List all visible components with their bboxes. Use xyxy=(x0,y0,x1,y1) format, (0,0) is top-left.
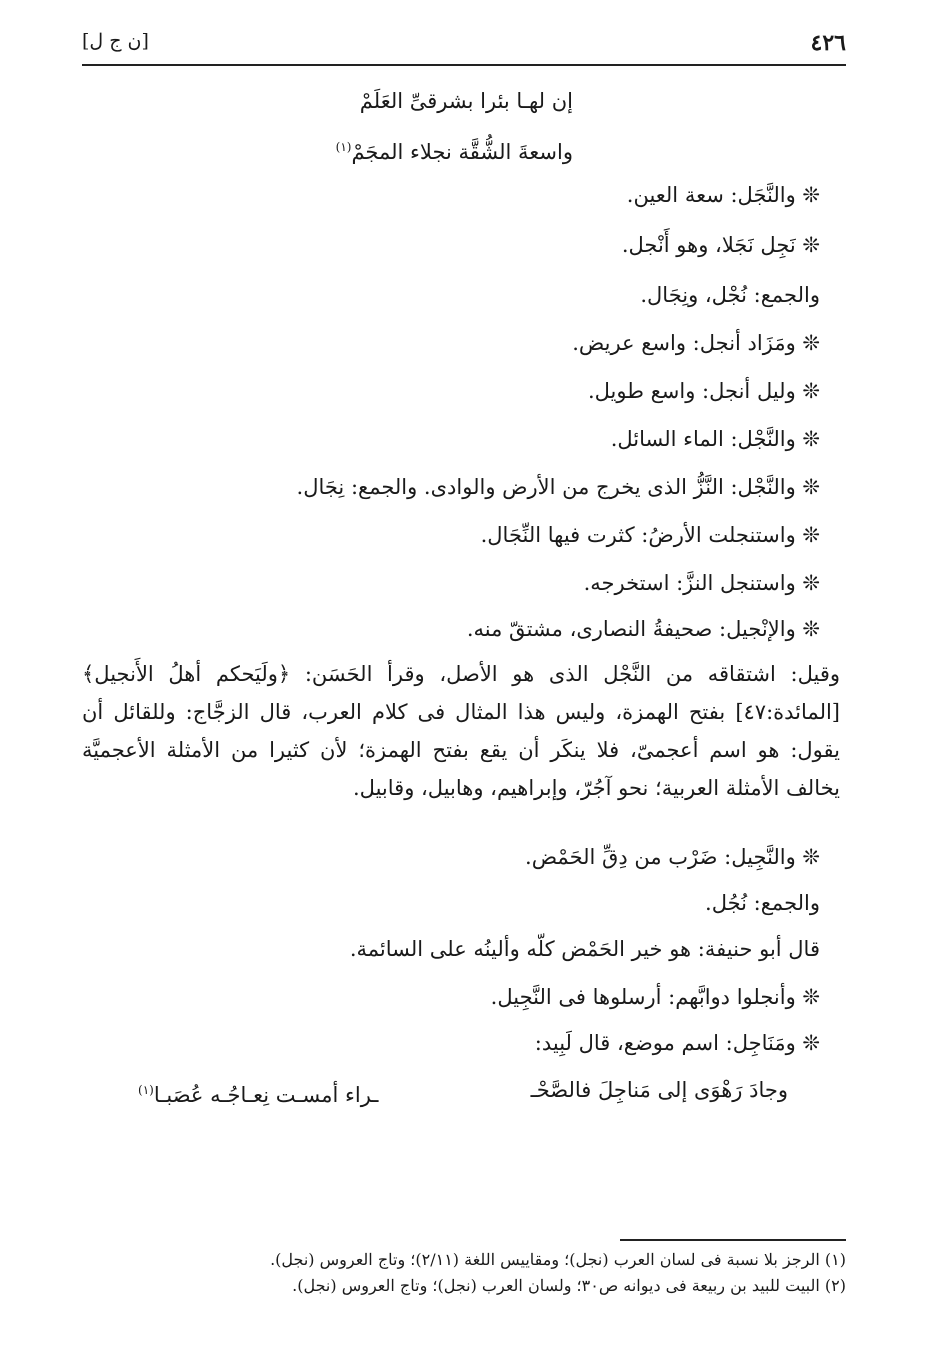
paragraph-line: يخالف الأمثلة العربية؛ نحو آجُرّ، وإبراهيم، وهابيل، وقابيل. xyxy=(353,776,840,800)
entry-line: ❊ واستنجل النزَّ: استخرجه. xyxy=(583,571,820,595)
paragraph-line: [المائدة:٤٧] بفتح الهمزة، وليس هذا المثال فى كلام العرب، قال الزجَّاج: وللقائل أن xyxy=(82,700,840,724)
entry-line: ❊ والنَّجِيل: ضَرْب من دِقِّ الحَمْض. xyxy=(525,845,820,869)
paragraph-line: يقول: هو اسم أعجمىّ، فلا ينكَر أن يقع بفتح الهمزة؛ لأن كثيرا من الأمثلة الأعجميَّة xyxy=(82,738,840,762)
entry-line: ❊ والنَّجْل: الماء السائل. xyxy=(610,427,820,451)
page-header xyxy=(82,26,846,62)
entry-line: والجمع: نُجْل، ونِجَال. xyxy=(640,283,820,307)
paragraph-line: وقيل: اشتقاقه من النَّجْل الذى هو الأصل، وقرأ الحَسَن: ﴿ولَيَحكم أهلُ الأَنجيل﴾ xyxy=(82,662,840,686)
footnote-ref-2: (١) xyxy=(138,1083,154,1097)
footnote-ref-1: (١) xyxy=(335,140,352,154)
entry-line: ❊ ومَزَاد أنجل: واسع عريض. xyxy=(572,331,820,355)
entry-line: ❊ واستنجلت الأرضُ: كثرت فيها النِّجَال. xyxy=(480,523,820,547)
poem-line-2-text: واسعةَ الشُّقَّة نجلاء المجَمْ xyxy=(351,140,573,164)
poem-line-1: إن لهـا بئرا بشرقىِّ العَلَمْ xyxy=(359,89,573,113)
entry-line: ❊ ومَنَاجِل: اسم موضع، قال لَبِيد: xyxy=(534,1031,820,1055)
entry-line: ❊ وأنجلوا دوابَّهم: أرسلوها فى النَّجِيل. xyxy=(490,985,820,1009)
verse-first-hemistich: وجادَ رَهْوَى إلى مَناجِلَ فالصَّحْـ xyxy=(530,1078,788,1102)
entry-line: قال أبو حنيفة: هو خير الحَمْض كلّه وألينُه على السائمة. xyxy=(349,937,820,961)
body-paragraph xyxy=(82,655,840,807)
page-number: ٤٢٦ xyxy=(810,30,846,56)
poem-line-2 xyxy=(336,132,573,167)
entry-line: والجمع: نُجُل. xyxy=(705,891,820,915)
entry-line: ❊ والإنْجيل: صحيفةُ النصارى، مشتقّ منه. xyxy=(466,617,820,641)
entry-line: ❊ وليل أنجل: واسع طويل. xyxy=(587,379,820,403)
entry-line: ❊ والنَّجْل: النَّزُّ الذى يخرج من الأرض والوادى. والجمع: نِجَال. xyxy=(296,475,820,499)
root-label: [ن ج ل] xyxy=(82,30,149,52)
entry-line: ❊ نَجِل نَجَلا، وهو أَنْجل. xyxy=(621,233,820,257)
verse-second-hemistich xyxy=(138,1075,378,1110)
verse-second-text: ـراء أمسـت نِعـاجُـه عُصَبـا xyxy=(153,1083,379,1107)
footnote-rule xyxy=(620,1239,846,1241)
footnote-2: (٢) البيت للبيد بن ربيعة فى ديوانه ص٣٠؛ ولسان العرب (نجل)؛ وتاج العروس (نجل). xyxy=(292,1276,846,1295)
footnote-1: (١) الرجز بلا نسبة فى لسان العرب (نجل)؛ ومقاييس اللغة (٢/١١)؛ وتاج العروس (نجل). xyxy=(270,1250,846,1269)
header-rule xyxy=(82,64,846,66)
entry-line: ❊ والنَّجَل: سعة العين. xyxy=(626,183,820,207)
